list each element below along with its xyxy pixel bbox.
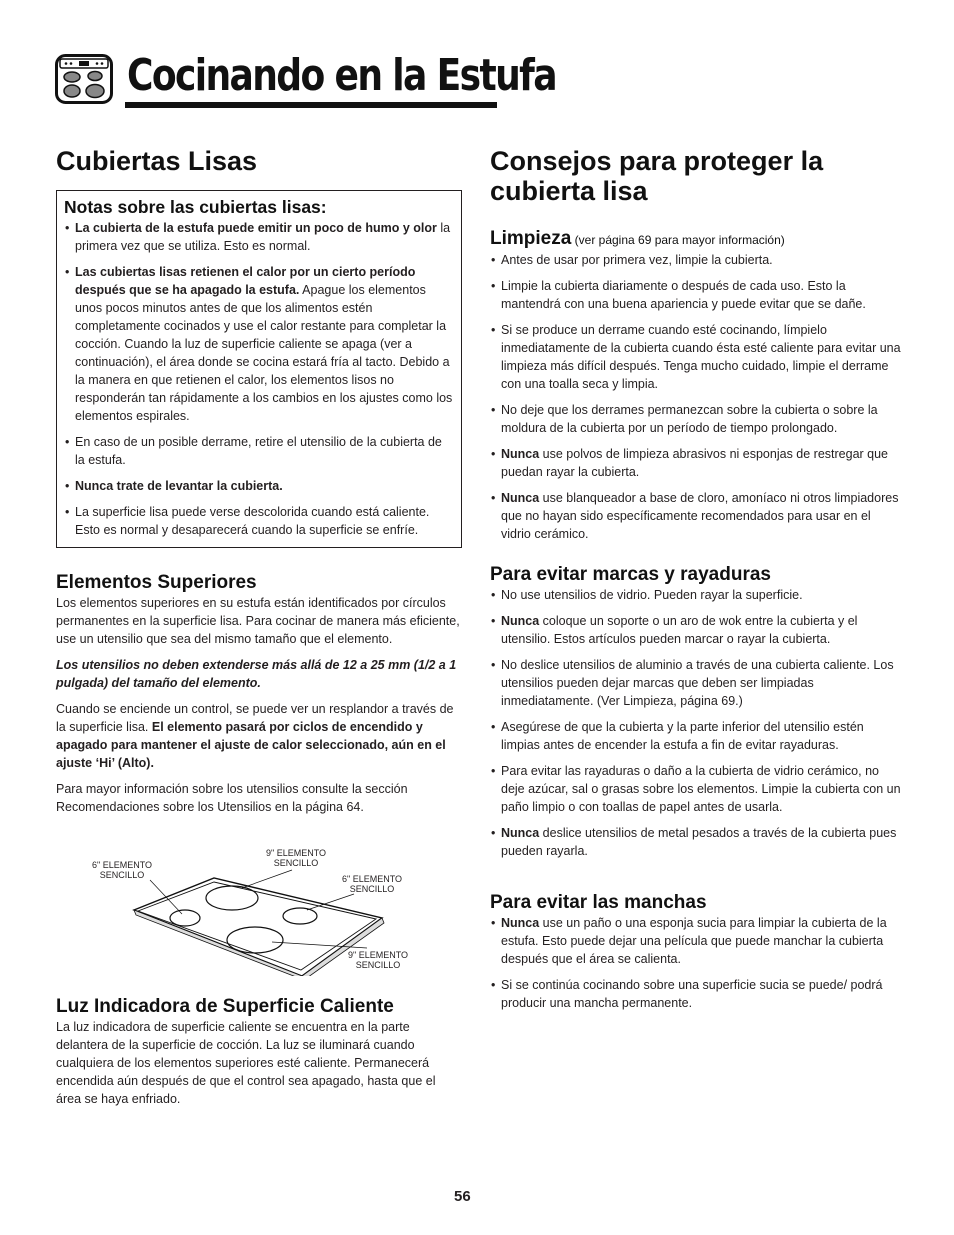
stove-icon xyxy=(55,54,113,104)
list-item: • Nunca coloque un soporte o un aro de wok entre la cubierta y el utensilio. Estos artículos pueden marcar o rayar la cubierta. xyxy=(490,612,902,648)
list-item: • Nunca trate de levantar la cubierta. xyxy=(64,477,454,495)
elementos-paragraph-3: Cuando se enciende un control, se puede ver un resplandor a través de la superficie lisa. El elemento pasará por ciclos de encendido y apagado para mantener el ajuste de calor seleccionado, aún en el ajuste ‘Hi’ (Alto). xyxy=(56,702,454,770)
list-item: • Las cubiertas lisas retienen el calor por un cierto período después que se ha apagado la estufa. Apague los elementos unos pocos minutos antes de que los alimentos estén completamente cocinados y use el calor restante para completar la cocción. Cuando la luz de superficie caliente se apaga (ver a continuación), el área donde se cocina estará fría al tacto. Debido a la manera en que retienen el calor, los elementos lisos no responderán tan rápidamente a los cambios en los ajustes como los elementos espirales. xyxy=(64,263,454,425)
list-item: • Antes de usar por primera vez, limpie la cubierta. xyxy=(490,251,902,269)
list-item: • Nunca use blanqueador a base de cloro, amoníaco ni otros limpiadores que no hayan sido específicamente recomendados para usar en el vidrio cerámico. xyxy=(490,489,902,543)
marcas-heading: Para evitar marcas y rayaduras xyxy=(490,564,771,585)
manchas-heading: Para evitar las manchas xyxy=(490,892,707,913)
notes-heading: Notas sobre las cubiertas lisas: xyxy=(64,197,327,217)
elementos-paragraph-1: Los elementos superiores en su estufa están identificados por círculos permanentes en la superficie lisa. Para cocinar de manera más eficiente, use un utensilio que sea del mismo tamaño que el elemento. xyxy=(56,596,460,646)
limpieza-heading: Limpieza (ver página 69 para mayor información) xyxy=(490,228,785,249)
list-item: • Si se continúa cocinando sobre una superficie sucia se puede/ podrá producir una mancha permanente. xyxy=(490,976,902,1012)
luz-heading: Luz Indicadora de Superficie Caliente xyxy=(56,996,394,1017)
manchas-list xyxy=(490,914,902,1012)
list-item: • La superficie lisa puede verse descolorida cuando está caliente. Esto es normal y desaparecerá cuando la superficie se enfríe. xyxy=(64,503,454,539)
right-column xyxy=(490,146,902,1010)
luz-section xyxy=(56,996,460,1108)
list-item: • Nunca deslice utensilios de metal pesados a través de la cubierta pues pueden rayarla. xyxy=(490,824,902,860)
list-item: • La cubierta de la estufa puede emitir un poco de humo y olor la primera vez que se utiliza. Esto es normal. xyxy=(64,219,454,255)
list-item: • No use utensilios de vidrio. Pueden rayar la superficie. xyxy=(490,586,902,604)
luz-paragraph: La luz indicadora de superficie caliente se encuentra en la parte delantera de la superficie de cocción. La luz se iluminará cuando cualquiera de los elementos superiores esté caliente. Permanecerá encendida aún después de que el control sea apagado, hasta que el área se haya enfriado. xyxy=(56,1020,436,1106)
page-number: 56 xyxy=(454,1188,471,1205)
list-item: • En caso de un posible derrame, retire el utensilio de la cubierta de la estufa. xyxy=(64,433,454,469)
title-underline xyxy=(125,102,497,108)
elementos-warning: Los utensilios no deben extenderse más allá de 12 a 25 mm (1/2 a 1 pulgada) del tamaño del elemento. xyxy=(56,658,457,690)
diagram-label-6in-right: 6" ELEMENTO SENCILLO xyxy=(342,874,403,894)
left-column xyxy=(56,146,464,1106)
page-title: Cocinando en la Estufa xyxy=(127,50,556,101)
list-item: • No deje que los derrames permanezcan sobre la cubierta o sobre la moldura de la cubierta por un período de tiempo prolongado. xyxy=(490,401,902,437)
elementos-section xyxy=(56,572,460,816)
limpieza-list xyxy=(490,251,902,543)
manchas-section xyxy=(490,892,902,1020)
limpieza-section xyxy=(490,228,902,551)
elementos-paragraph-4: Para mayor información sobre los utensilios consulte la sección Recomendaciones sobre los Utensilios en la página 64. xyxy=(56,782,408,814)
list-item: • Nunca use polvos de limpieza abrasivos ni esponjas de restregar que puedan rayar la cubierta. xyxy=(490,445,902,481)
page-header xyxy=(55,50,556,112)
marcas-list xyxy=(490,586,902,860)
elementos-heading: Elementos Superiores xyxy=(56,572,257,593)
list-item: • Para evitar las rayaduras o daño a la cubierta de vidrio cerámico, no deje azúcar, sal o grasas sobre los elementos. Limpie la cubierta con un paño limpio o con toallas de papel antes de usarla. xyxy=(490,762,902,816)
section-title-cubiertas-lisas: Cubiertas Lisas xyxy=(56,146,258,176)
notes-box xyxy=(56,190,462,548)
diagram-label-6in-left: 6" ELEMENTO SENCILLO xyxy=(92,860,153,880)
list-item: • No deslice utensilios de aluminio a través de una cubierta caliente. Los utensilios pueden dejar marcas que deben ser limpiadas inmediatamente. (Ver Limpieza, página 69.) xyxy=(490,656,902,710)
list-item: • Limpie la cubierta diariamente o después de cada uso. Esto la mantendrá con una buena apariencia y puede evitar que se dañe. xyxy=(490,277,902,313)
cooktop-diagram xyxy=(92,846,432,976)
list-item: • Nunca use un paño o una esponja sucia para limpiar la cubierta de la estufa. Esto puede dejar una película que puede manchar la cubierta después que el área se calienta. xyxy=(490,914,902,968)
section-title-consejos: Consejos para proteger la cubierta lisa xyxy=(490,146,824,206)
notes-list xyxy=(64,219,454,539)
list-item: • Asegúrese de que la cubierta y la parte inferior del utensilio estén limpias antes de encender la estufa a fin de evitar rayaduras. xyxy=(490,718,902,754)
marcas-section xyxy=(490,564,902,868)
diagram-label-9in-bottom: 9" ELEMENTO SENCILLO xyxy=(348,950,409,970)
diagram-label-9in-top: 9" ELEMENTO SENCILLO xyxy=(266,848,327,868)
list-item: • Si se produce un derrame cuando esté cocinando, límpielo inmediatamente de la cubierta cuando ésta esté caliente para evitar una limpieza más difícil después. Tenga mucho cuidado, limpie el derrame con una toalla seca y limpia. xyxy=(490,321,902,393)
